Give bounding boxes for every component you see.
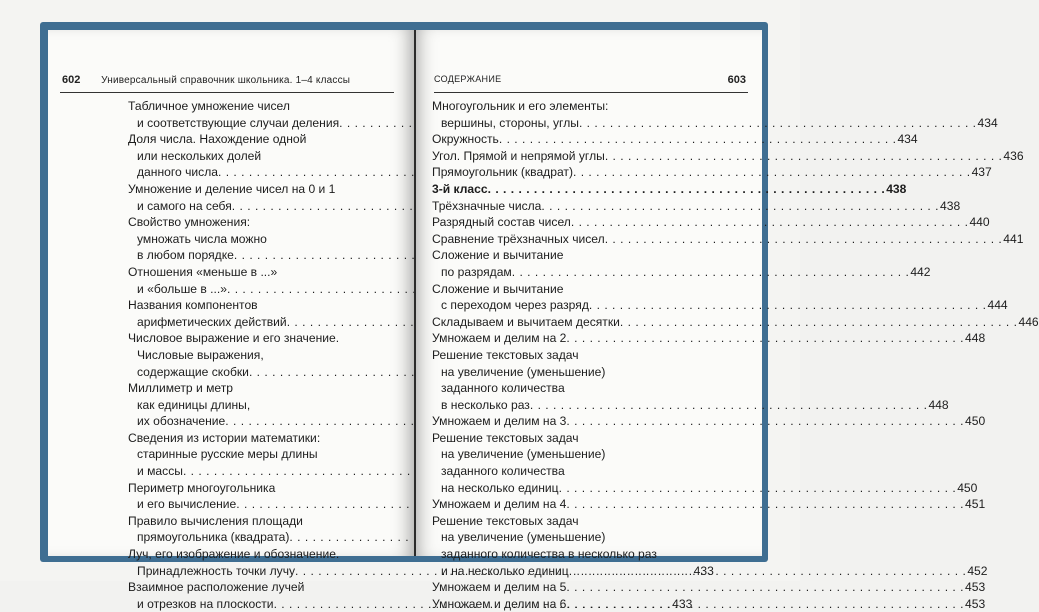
toc-entry-line <box>432 297 1008 314</box>
toc-page-number: 438 <box>940 198 961 213</box>
toc-entry <box>432 131 918 148</box>
toc-entry-text: Складываем и вычитаем десятки <box>432 314 620 329</box>
toc-entry-line <box>432 529 704 546</box>
toc-entry-line <box>128 364 400 381</box>
toc-entry <box>128 380 400 430</box>
toc-entry-text: Умножаем и делим на 4 <box>432 497 567 512</box>
toc-entry-text: Умножаем и делим на 6 <box>432 596 567 611</box>
toc-entry-text: Сложение и вычитание <box>432 281 564 296</box>
toc-entry-text: и соответствующие случаи деления <box>137 115 340 130</box>
toc-entry-line <box>128 397 400 414</box>
left-page-number: 602 <box>62 74 81 86</box>
toc-entry <box>432 496 986 513</box>
toc-entry <box>432 164 992 181</box>
toc-entry-text: 3-й класс <box>432 181 488 196</box>
toc-entry-text: и отрезков на плоскости <box>137 596 274 611</box>
right-running-title: СОДЕРЖАНИЕ <box>434 74 502 84</box>
toc-leader-dots <box>571 214 969 231</box>
toc-entry-text: Решение текстовых задач <box>432 347 579 362</box>
toc-entry-text: прямоугольника (квадрата) <box>137 530 290 545</box>
toc-entry-text: и «больше в ...» <box>137 281 227 296</box>
toc-entry-line <box>128 264 400 281</box>
toc-page-number: 433 <box>693 563 714 578</box>
toc-entry <box>432 148 1024 165</box>
toc-leader-dots <box>566 413 964 430</box>
toc-entry-text: на увеличение (уменьшение) <box>441 364 606 379</box>
toc-entry-line <box>128 463 400 480</box>
toc-entry-line <box>128 513 400 530</box>
toc-entry-text: Разрядный состав чисел <box>432 215 571 230</box>
toc-page-number: 446 <box>1018 314 1039 329</box>
toc-entry-line <box>432 397 949 414</box>
toc-page-number: 451 <box>965 497 986 512</box>
toc-entry-text: Окружность <box>432 132 499 147</box>
toc-entry-text: Луч, его изображение и обозначение. <box>128 547 340 562</box>
toc-entry-line <box>128 529 400 546</box>
toc-leader-dots <box>566 330 964 347</box>
toc-entry-line <box>432 214 990 231</box>
toc-entry-line <box>432 115 998 132</box>
toc-entry-text: Табличное умножение чисел <box>128 99 290 113</box>
toc-leader-dots <box>566 579 964 596</box>
toc-entry-line <box>432 198 961 215</box>
toc-leader-dots <box>605 148 1003 165</box>
toc-entry-line <box>432 231 1024 248</box>
toc-page-number: 433 <box>672 596 693 611</box>
toc-entry <box>432 513 988 579</box>
toc-entry <box>432 596 986 612</box>
toc-entry-line <box>128 330 400 347</box>
toc-entry-line <box>432 596 986 612</box>
toc-page-number: 448 <box>965 331 986 346</box>
toc-entry-line <box>432 264 931 281</box>
toc-entry-text: Умножаем и делим на 3 <box>432 414 567 429</box>
toc-entry <box>432 198 961 215</box>
toc-leader-dots <box>499 131 897 148</box>
toc-entry <box>432 181 907 198</box>
toc-entry-text: содержащие скобки <box>137 364 249 379</box>
right-page-number: 603 <box>727 74 746 86</box>
toc-entry-text: и его вычисление <box>137 497 237 512</box>
toc-page-number: 448 <box>928 397 949 412</box>
toc-entry-line <box>128 480 400 497</box>
toc-entry <box>432 330 986 347</box>
toc-entry-line <box>432 380 704 397</box>
toc-entry-text: Доля числа. Нахождение одной <box>128 132 307 147</box>
toc-page-number: 434 <box>977 115 998 130</box>
toc-entry-line <box>432 513 704 530</box>
right-page-header <box>434 74 746 92</box>
toc-entry <box>432 579 986 596</box>
toc-entry-text: Числовое выражение и его значение. <box>128 331 340 346</box>
toc-entry <box>432 281 1008 314</box>
toc-entry <box>432 247 931 280</box>
toc-entry <box>432 314 1039 331</box>
toc-entry-line <box>128 131 400 148</box>
toc-entry-line <box>128 281 400 298</box>
toc-entry <box>128 513 400 546</box>
toc-entry <box>128 264 400 297</box>
toc-entry-line <box>432 413 986 430</box>
toc-entry-text: или нескольких долей <box>137 148 262 163</box>
toc-entry-line <box>432 281 704 298</box>
toc-entry-text: Сравнение трёхзначных чисел <box>432 231 605 246</box>
toc-leader-dots <box>512 264 910 281</box>
toc-entry-text: заданного количества в несколько раз <box>441 547 657 562</box>
left-header-rule <box>60 92 394 93</box>
toc-entry-text: Сложение и вычитание <box>432 248 564 263</box>
toc-leader-dots <box>566 496 964 513</box>
toc-entry-text: Решение текстовых задач <box>432 430 579 445</box>
toc-page-number: 442 <box>910 264 931 279</box>
toc-entry <box>432 214 990 231</box>
toc-entry-line <box>128 115 400 132</box>
toc-entry-line <box>432 364 704 381</box>
toc-entry-line <box>128 546 400 563</box>
toc-entry <box>128 330 400 380</box>
toc-leader-dots <box>488 181 886 198</box>
toc-entry-text: Прямоугольник (квадрат) <box>432 165 573 180</box>
toc-entry-text: на увеличение (уменьшение) <box>441 447 606 462</box>
toc-entry-text: Умножаем и делим на 5 <box>432 580 567 595</box>
toc-page-number: 438 <box>886 181 907 196</box>
toc-leader-dots <box>541 198 939 215</box>
toc-entry-line <box>128 231 400 248</box>
toc-page-number: 434 <box>897 132 918 147</box>
toc-entry-line <box>128 148 400 165</box>
toc-entry <box>128 98 400 131</box>
toc-leader-dots <box>559 480 957 497</box>
left-running-title: Универсальный справочник школьника. 1–4 классы <box>101 75 351 86</box>
toc-entry-line <box>432 546 704 563</box>
toc-entry-text: Умножаем и делим на 2 <box>432 331 567 346</box>
toc-entry-line <box>432 314 1039 331</box>
toc-entry-text: Названия компонентов <box>128 298 258 313</box>
toc-entry-line <box>432 131 918 148</box>
toc-entry-text: умножать числа можно <box>137 231 267 246</box>
toc-entry-line <box>432 480 978 497</box>
toc-page-number: 450 <box>957 480 978 495</box>
toc-entry <box>432 413 986 430</box>
toc-entry-line <box>432 330 986 347</box>
toc-entry-line <box>432 496 986 513</box>
toc-entry-text: заданного количества <box>441 464 565 479</box>
toc-leader-dots <box>589 297 987 314</box>
toc-entry <box>128 131 400 181</box>
toc-entry-line <box>128 198 400 215</box>
toc-entry-text: Отношения «меньше в ...» <box>128 264 278 279</box>
toc-entry-line <box>432 347 704 364</box>
toc-page-number: 450 <box>965 414 986 429</box>
toc-leader-dots <box>566 596 964 612</box>
toc-entry-line <box>432 463 704 480</box>
toc-entry-text: Трёхзначные числа <box>432 198 542 213</box>
toc-entry-line <box>128 347 400 364</box>
toc-entry-line <box>128 297 400 314</box>
toc-entry-line <box>128 380 400 397</box>
toc-leader-dots <box>620 314 1018 331</box>
toc-entry-text: и массы <box>137 464 183 479</box>
toc-entry <box>128 181 400 214</box>
toc-entry-text: данного числа <box>137 165 218 180</box>
toc-entry-line <box>128 430 400 447</box>
toc-entry-text: Периметр многоугольника <box>128 480 276 495</box>
toc-entry-line <box>128 214 400 231</box>
toc-page-number: 440 <box>969 215 990 230</box>
toc-entry-text: Сведения из истории математики: <box>128 430 321 445</box>
toc-entry-text: Решение текстовых задач <box>432 513 579 528</box>
toc-entry-line <box>128 164 400 181</box>
left-page-header <box>62 74 398 92</box>
toc-page-number: 436 <box>1003 148 1024 163</box>
toc-entry-line <box>128 98 400 115</box>
toc-entry-text: с переходом через разряд <box>441 298 589 313</box>
toc-entry-text: Угол. Прямой и непрямой углы <box>432 148 605 163</box>
toc-entry-line <box>128 496 400 513</box>
toc-entry-line <box>432 430 704 447</box>
toc-entry-text: заданного количества <box>441 381 565 396</box>
toc-entry-line <box>432 563 988 580</box>
toc-page-number: 444 <box>987 298 1008 313</box>
toc-leader-dots <box>569 563 967 580</box>
toc-entry-text: Принадлежность точки лучу <box>137 563 296 578</box>
right-header-rule <box>434 92 748 93</box>
toc-entry-text: Свойство умножения: <box>128 215 251 230</box>
toc-entry <box>432 347 949 413</box>
toc-entry-line <box>128 314 400 331</box>
toc-entry-text: арифметических действий <box>137 314 287 329</box>
toc-entry-text: Умножение и деление чисел на 0 и 1 <box>128 181 336 196</box>
toc-entry-text: Правило вычисления площади <box>128 513 303 528</box>
toc-entry-line <box>128 181 400 198</box>
toc-entry-line <box>432 181 907 198</box>
toc-entry-text: их обозначение <box>137 414 226 429</box>
toc-entry-line <box>128 247 400 264</box>
toc-entry-text: как единицы длины, <box>137 397 251 412</box>
toc-page-number: 453 <box>965 580 986 595</box>
toc-entry-text: Числовые выражения, <box>137 347 264 362</box>
toc-entry-line <box>432 579 986 596</box>
toc-entry-text: на несколько единиц <box>441 480 559 495</box>
toc-page-number: 453 <box>965 596 986 611</box>
toc-entry-line <box>432 164 992 181</box>
toc-entry <box>128 214 400 264</box>
toc-entry-line <box>432 98 704 115</box>
toc-leader-dots <box>579 115 977 132</box>
toc-entry-text: старинные русские меры длины <box>137 447 318 462</box>
toc-leader-dots <box>605 231 1003 248</box>
toc-entry <box>128 430 400 480</box>
toc-entry-text: Миллиметр и метр <box>128 381 233 396</box>
toc-entry <box>128 480 400 513</box>
toc-entry-text: в несколько раз <box>441 397 530 412</box>
right-toc <box>432 98 1039 612</box>
toc-entry <box>432 231 1024 248</box>
toc-entry <box>432 98 998 131</box>
toc-entry <box>432 430 978 496</box>
toc-page-number: 452 <box>967 563 988 578</box>
toc-entry-text: и самого на себя <box>137 198 232 213</box>
toc-entry-text: вершины, стороны, углы <box>441 115 579 130</box>
toc-leader-dots <box>530 397 928 414</box>
toc-leader-dots <box>573 164 971 181</box>
toc-entry-line <box>128 446 400 463</box>
toc-entry-line <box>432 247 704 264</box>
toc-entry-line <box>432 446 704 463</box>
toc-entry-text: по разрядам <box>441 264 512 279</box>
toc-page-number: 441 <box>1003 231 1024 246</box>
toc-entry-text: на увеличение (уменьшение) <box>441 530 606 545</box>
toc-entry-text: в любом порядке <box>137 248 234 263</box>
toc-entry <box>128 297 400 330</box>
toc-entry-line <box>128 579 400 596</box>
toc-page-number: 437 <box>971 165 992 180</box>
toc-entry-text: и на несколько единиц <box>441 563 569 578</box>
toc-entry-text: Взаимное расположение лучей <box>128 580 305 595</box>
toc-entry-text: Многоугольник и его элементы: <box>432 99 609 113</box>
toc-entry-line <box>432 148 1024 165</box>
toc-entry-line <box>128 413 400 430</box>
